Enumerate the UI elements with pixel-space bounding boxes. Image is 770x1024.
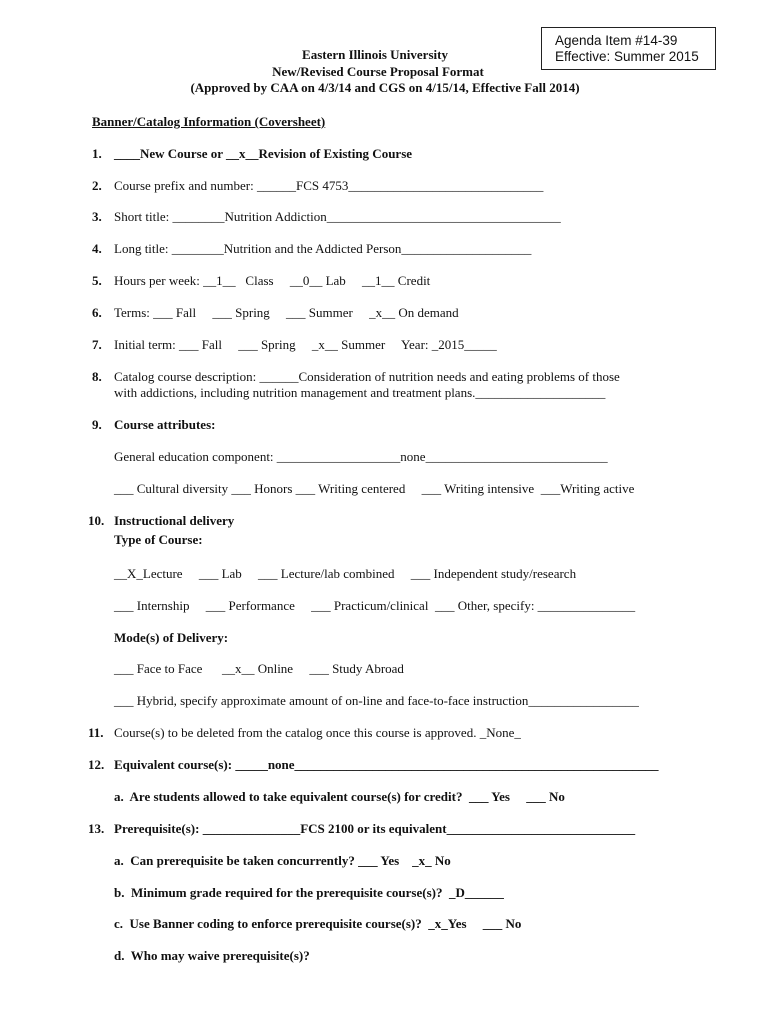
item-6-number: 6. [92, 305, 102, 320]
item-9-course-attributes: Course attributes: [114, 417, 216, 432]
gen-ed-component: General education component: ___________________none____________________________ [114, 449, 608, 464]
agenda-item-number: Agenda Item #14-39 [555, 33, 678, 48]
section-title: Banner/Catalog Information (Coversheet) [92, 114, 326, 129]
item-11-deleted-courses: Course(s) to be deleted from the catalog once this course is approved. _None_ [114, 725, 521, 740]
instructional-delivery-title: Instructional delivery [114, 513, 235, 528]
item-2-course-prefix: Course prefix and number: ______FCS 4753______________________________ [114, 178, 544, 193]
item-8-catalog-description-line2: with addictions, including nutrition management and treatment plans.____________________ [114, 385, 606, 400]
item-12-equivalent-courses: Equivalent course(s): _____none________________________________________________________ [114, 757, 659, 772]
attribute-checklist: ___ Cultural diversity ___ Honors ___ Writing centered ___ Writing intensive ___Writing active [114, 481, 635, 496]
course-type-row1: __X_Lecture ___ Lab ___ Lecture/lab combined ___ Independent study/research [114, 566, 577, 581]
item-11-number: 11. [88, 725, 104, 740]
delivery-mode-row1: ___ Face to Face __x__ Online ___ Study Abroad [114, 661, 404, 676]
item-4-number: 4. [92, 241, 102, 256]
type-of-course-label: Type of Course: [114, 532, 203, 547]
item-4-long-title: Long title: ________Nutrition and the Addicted Person____________________ [114, 241, 532, 256]
item-5-number: 5. [92, 273, 102, 288]
item-2-number: 2. [92, 178, 102, 193]
item-3-short-title: Short title: ________Nutrition Addiction____________________________________ [114, 209, 561, 224]
delivery-mode-label: Mode(s) of Delivery: [114, 630, 229, 645]
item-8-number: 8. [92, 369, 102, 384]
item-13a-concurrent: a. Can prerequisite be taken concurrently? ___ Yes _x_ No [114, 853, 451, 868]
approval-note: (Approved by CAA on 4/3/14 and CGS on 4/15/14, Effective Fall 2014) [190, 80, 580, 95]
item-13-prerequisites: Prerequisite(s): _______________FCS 2100 or its equivalent_____________________________ [114, 821, 636, 836]
item-5-hours: Hours per week: __1__ Class __0__ Lab __1__ Credit [114, 273, 431, 288]
item-12-number: 12. [88, 757, 105, 772]
item-13d-waive-prerequisite: d. Who may waive prerequisite(s)? [114, 948, 310, 963]
item-9-number: 9. [92, 417, 102, 432]
item-13b-minimum-grade: b. Minimum grade required for the prerequisite course(s)? _D______ [114, 885, 504, 900]
item-13-number: 13. [88, 821, 105, 836]
item-1-number: 1. [92, 146, 102, 161]
item-3-number: 3. [92, 209, 102, 224]
item-6-terms: Terms: ___ Fall ___ Spring ___ Summer _x__ On demand [114, 305, 459, 320]
university-name: Eastern Illinois University [302, 47, 448, 62]
form-title: New/Revised Course Proposal Format [272, 64, 484, 79]
item-1-course-type: ____New Course or __x__Revision of Existing Course [114, 146, 413, 161]
agenda-effective-date: Effective: Summer 2015 [555, 49, 699, 64]
item-10-number: 10. [88, 513, 105, 528]
item-13c-banner-coding: c. Use Banner coding to enforce prerequisite course(s)? _x_Yes ___ No [114, 916, 522, 931]
item-7-initial-term: Initial term: ___ Fall ___ Spring _x__ Summer Year: _2015_____ [114, 337, 497, 352]
item-7-number: 7. [92, 337, 102, 352]
item-12a-equivalent-credit: a. Are students allowed to take equivalent course(s) for credit? ___ Yes ___ No [114, 789, 565, 804]
delivery-mode-row2: ___ Hybrid, specify approximate amount of on-line and face-to-face instruction_________________ [114, 693, 639, 708]
course-type-row2: ___ Internship ___ Performance ___ Practicum/clinical ___ Other, specify: _______________ [114, 598, 636, 613]
item-8-catalog-description: Catalog course description: ______Consideration of nutrition needs and eating problems of those [114, 369, 620, 384]
